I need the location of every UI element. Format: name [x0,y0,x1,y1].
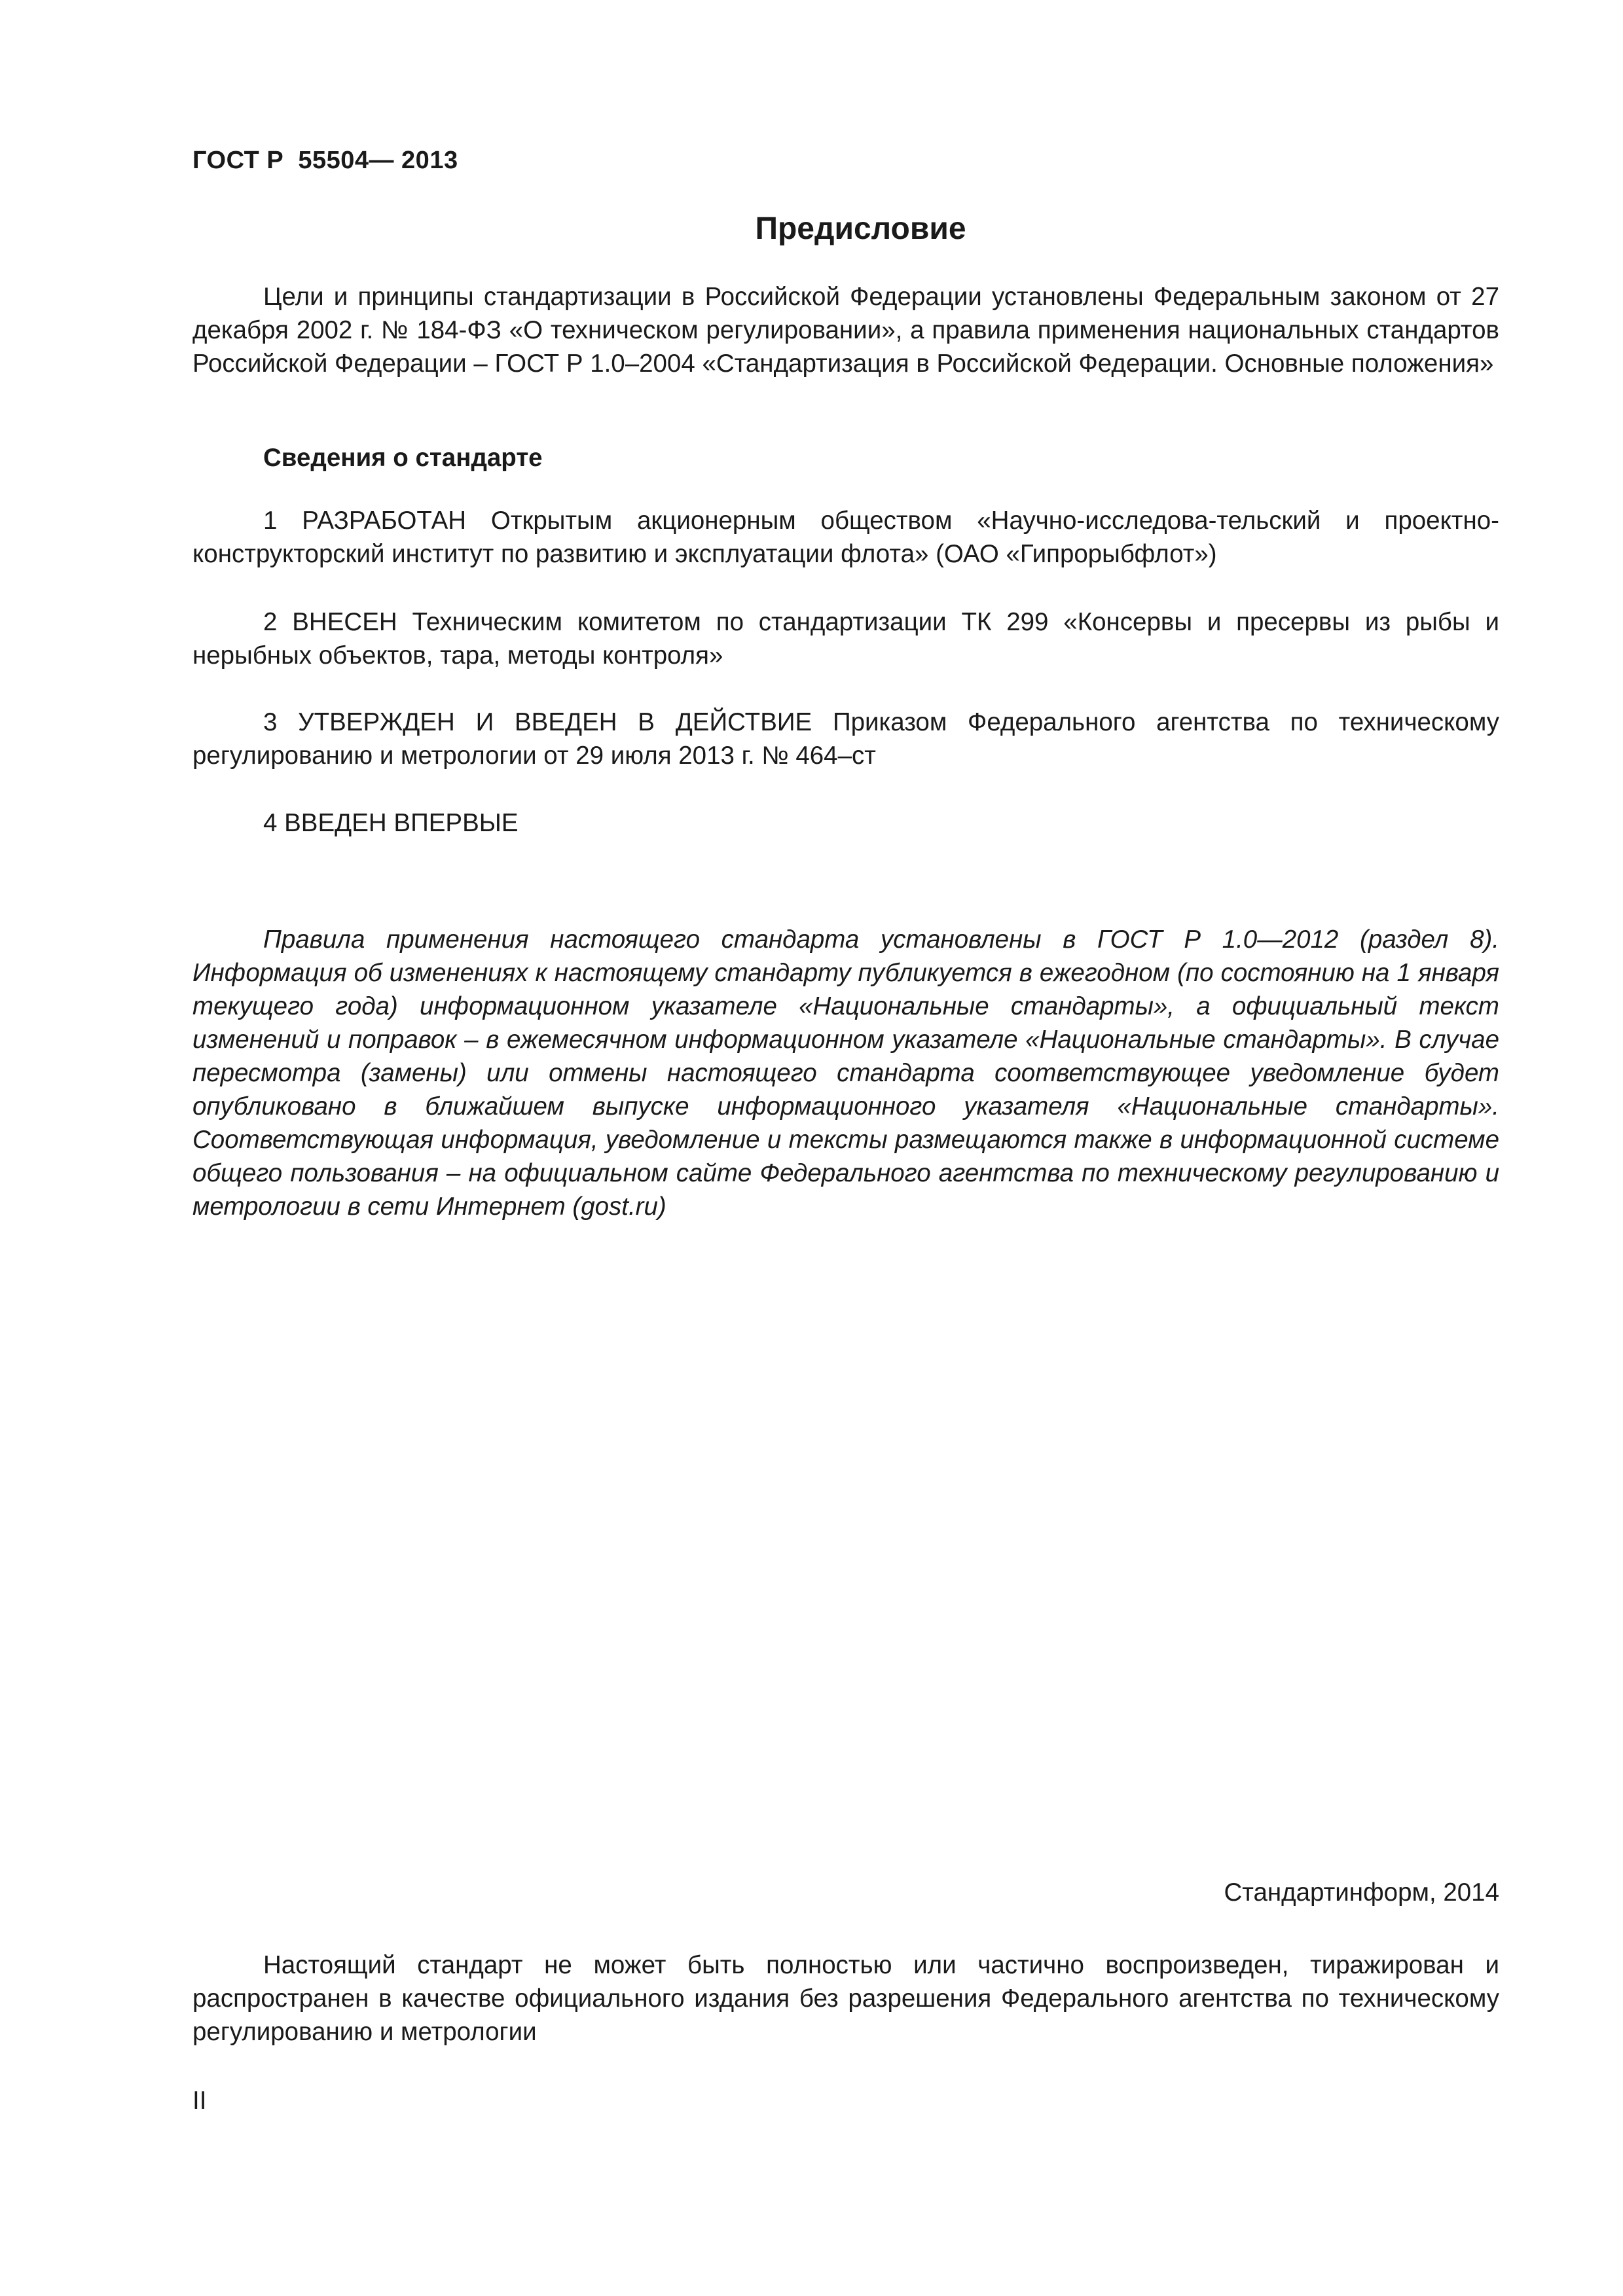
item-submitted: 2 ВНЕСЕН Техническим комитетом по стандартизации ТК 299 «Консервы и пресервы из рыбы и нерыбных объектов, тара, методы контроля» [192,608,1499,670]
item-approved: 3 УТВЕРЖДЕН И ВВЕДЕН В ДЕЙСТВИЕ Приказом Федерального агентства по техническому регулированию и метрологии от 29 июля 2013 г. № 464–ст [192,708,1499,770]
copyright-notice: Настоящий стандарт не может быть полностью или частично воспроизведен, тиражирован и распространен в качестве официального издания без разрешения Федерального агентства по техническому регулированию и метрологии [192,1951,1499,2046]
page-number: II [192,2087,207,2115]
item-first-introduced: 4 ВВЕДЕН ВПЕРВЫЕ [263,809,519,837]
rules-note: Правила применения настоящего стандарта установлены в ГОСТ Р 1.0—2012 (раздел 8). Информация об изменениях к настоящему стандарту публикуется в ежегодном (по состоянию на 1 января текущего года) информационном указателе «Национальные стандарты», а официальный текст изменений и поправок – в ежемесячном информационном указателе «Национальные стандарты». В случае пересмотра (замены) или отмены настоящего стандарта соответствующее уведомление будет опубликовано в ближайшем выпуске информационного указателя «Национальные стандарты». Соответствующая информация, уведомление и тексты размещаются также в информационной системе общего пользования – на официальном сайте Федерального агентства по техническому регулированию и метрологии в сети Интернет (gost.ru) [192,925,1499,1221]
publisher-line: Стандартинформ, 2014 [1224,1878,1499,1907]
standard-code: ГОСТ Р 55504— 2013 [192,147,458,174]
intro-paragraph: Цели и принципы стандартизации в Российской Федерации установлены Федеральным законом от 27 декабря 2002 г. № 184-ФЗ «О техническом регулировании», а правила применения национальных стандартов Российской Федерации – ГОСТ Р 1.0–2004 «Стандартизация в Российской Федерации. Основные положения» [192,283,1499,378]
item-developed: 1 РАЗРАБОТАН Открытым акционерным обществом «Научно-исследова-тельский и проектно-конструкторский институт по развитию и эксплуатации флота» (ОАО «Гипрорыбфлот») [192,507,1499,568]
page-title: Предисловие [755,211,966,246]
about-standard-heading: Сведения о стандарте [263,444,543,472]
